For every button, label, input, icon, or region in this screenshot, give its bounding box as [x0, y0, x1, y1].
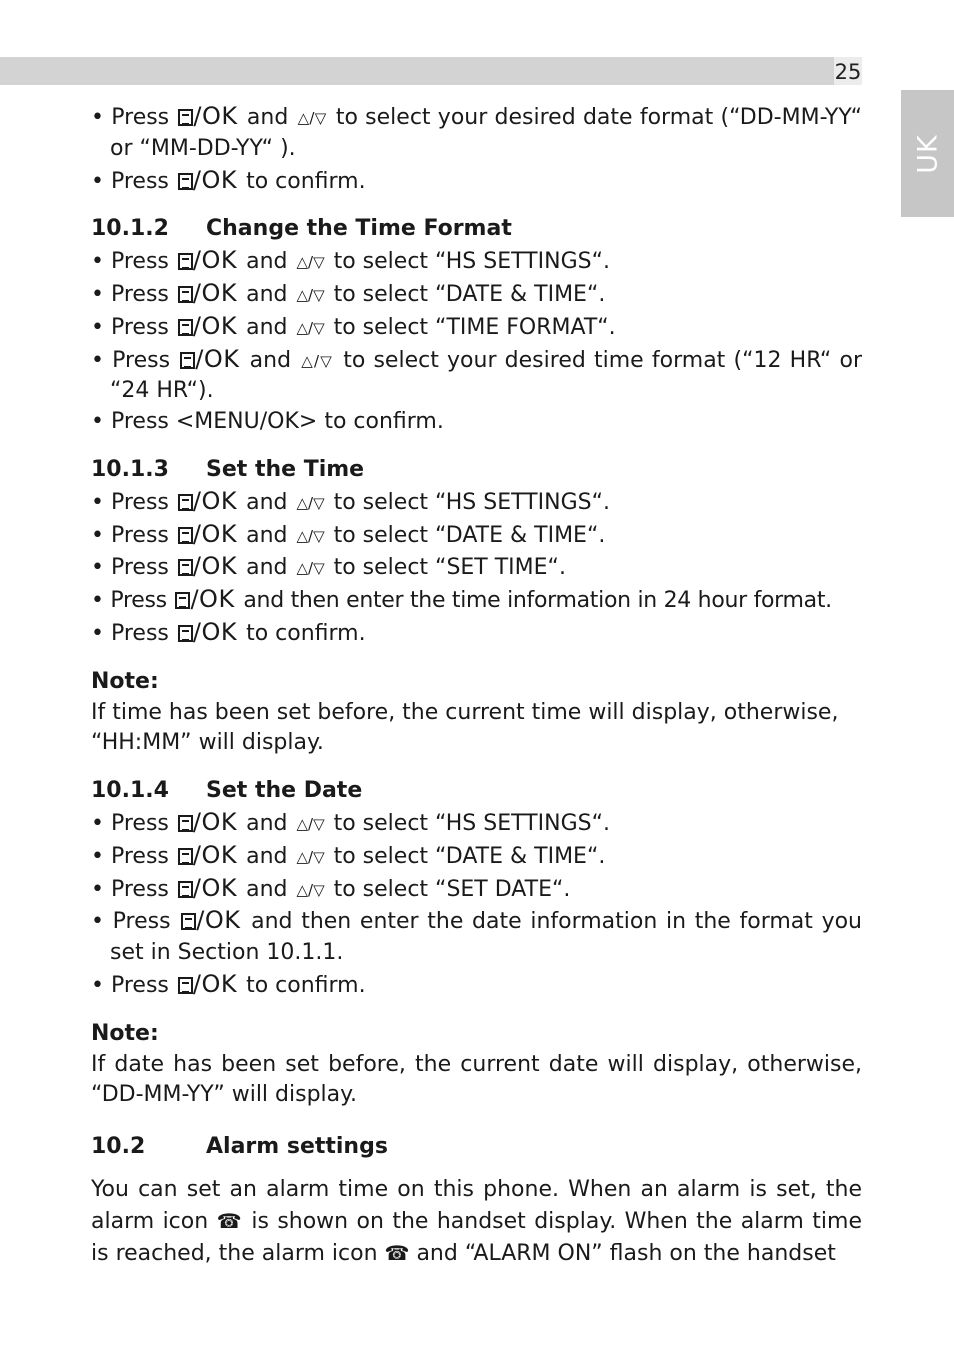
- up-down-arrows-icon: △/▽: [296, 880, 325, 899]
- list-item: • Press /OK and then enter the time information in 24 hour format.: [91, 585, 832, 614]
- language-tab-label: UK: [912, 133, 943, 174]
- up-down-arrows-icon: △/▽: [296, 318, 325, 337]
- ok-key-label: /OK: [192, 552, 238, 581]
- menu-icon: [178, 286, 193, 303]
- menu-icon: [181, 913, 196, 930]
- menu-icon: [175, 592, 190, 609]
- menu-icon: [178, 109, 193, 126]
- ok-key-label: /OK: [196, 906, 241, 935]
- section-heading: 10.2 Alarm settings: [91, 1134, 388, 1160]
- list-item: • Press /OK and △/▽ to select “SET DATE“.: [91, 873, 571, 902]
- up-down-arrows-icon: △/▽: [296, 559, 325, 578]
- menu-icon: [178, 848, 193, 865]
- ok-key-label: /OK: [192, 246, 238, 275]
- list-item: • Press /OK and then enter the date information in the format you set in Section 10.1.1.: [91, 906, 862, 966]
- ok-key-label: /OK: [190, 585, 235, 614]
- ok-key-label: /OK: [192, 278, 238, 307]
- list-item: • Press /OK and △/▽ to select “HS SETTINGS“.: [91, 807, 610, 836]
- up-down-arrows-icon: △/▽: [301, 351, 333, 370]
- ok-key-label: /OK: [192, 807, 238, 836]
- list-item: • Press /OK and △/▽ to select “HS SETTINGS“.: [91, 246, 610, 275]
- menu-icon: [178, 815, 193, 832]
- list-item: • Press <MENU/OK> to confirm.: [91, 409, 444, 435]
- up-down-arrows-icon: △/▽: [297, 109, 327, 127]
- page-number: 25: [834, 57, 862, 85]
- menu-icon: [178, 253, 193, 270]
- menu-icon: [178, 527, 193, 544]
- up-down-arrows-icon: △/▽: [296, 285, 325, 304]
- menu-icon: [178, 977, 193, 994]
- ok-key-label: /OK: [192, 486, 238, 515]
- list-item: • Press /OK to confirm.: [91, 969, 366, 998]
- up-down-arrows-icon: △/▽: [296, 847, 325, 866]
- list-item: • Press /OK and △/▽ to select “DATE & TIME“.: [91, 840, 606, 869]
- ok-key-label: /OK: [192, 873, 238, 902]
- ok-key-label: /OK: [192, 617, 238, 646]
- list-item: • Press /OK and △/▽ to select your desired date format (“DD-MM-YY“ or “MM-DD-YY“ ).: [91, 102, 862, 161]
- ok-key-label: /OK: [192, 311, 238, 340]
- language-tab: [901, 90, 954, 217]
- menu-icon: [178, 625, 193, 642]
- menu-icon: [178, 319, 193, 336]
- list-item: • Press /OK and △/▽ to select your desired time format (“12 HR“ or “24 HR“).: [91, 344, 862, 404]
- body-paragraph: You can set an alarm time on this phone. When an alarm is set, the alarm icon ☎ is shown on the handset display. When the alarm time is reached, the alarm icon ☎ and “ALARM ON” flash on the handset: [91, 1176, 862, 1266]
- list-item: • Press /OK to confirm.: [91, 617, 366, 646]
- up-down-arrows-icon: △/▽: [296, 493, 325, 512]
- list-item: • Press /OK and △/▽ to select “TIME FORMAT“.: [91, 311, 616, 340]
- alarm-icon: ☎: [384, 1240, 410, 1265]
- note-title: Note:: [91, 668, 159, 694]
- note-text: If date has been set before, the current date will display, otherwise, “DD-MM-YY” will display.: [91, 1051, 862, 1108]
- menu-icon: [178, 173, 193, 190]
- menu-icon: [178, 881, 193, 898]
- up-down-arrows-icon: △/▽: [296, 814, 325, 833]
- ok-key-label: /OK: [192, 519, 238, 548]
- section-heading: 10.1.3 Set the Time: [91, 456, 365, 482]
- list-item: • Press /OK and △/▽ to select “SET TIME“.: [91, 552, 566, 581]
- note-text: If time has been set before, the current time will display, otherwise, “HH:MM” will display.: [91, 699, 839, 756]
- ok-key-label: /OK: [195, 344, 240, 373]
- alarm-icon: ☎: [216, 1208, 243, 1233]
- up-down-arrows-icon: △/▽: [296, 253, 325, 272]
- list-item: • Press /OK to confirm.: [91, 165, 366, 194]
- list-item: • Press /OK and △/▽ to select “DATE & TIME“.: [91, 278, 606, 307]
- list-item: • Press /OK and △/▽ to select “HS SETTINGS“.: [91, 486, 610, 515]
- header-bar: [0, 57, 834, 85]
- menu-icon: [178, 559, 193, 576]
- ok-key-label: /OK: [193, 102, 238, 130]
- menu-icon: [178, 494, 193, 511]
- section-heading: 10.1.4 Set the Date: [91, 778, 363, 804]
- up-down-arrows-icon: △/▽: [296, 526, 325, 545]
- section-heading: 10.1.2 Change the Time Format: [91, 216, 512, 242]
- menu-icon: [180, 352, 195, 369]
- note-title: Note:: [91, 1020, 159, 1046]
- ok-key-label: /OK: [192, 165, 238, 194]
- ok-key-label: /OK: [192, 969, 238, 998]
- ok-key-label: /OK: [192, 840, 238, 869]
- list-item: • Press /OK and △/▽ to select “DATE & TIME“.: [91, 519, 606, 548]
- document-body: [91, 101, 862, 1269]
